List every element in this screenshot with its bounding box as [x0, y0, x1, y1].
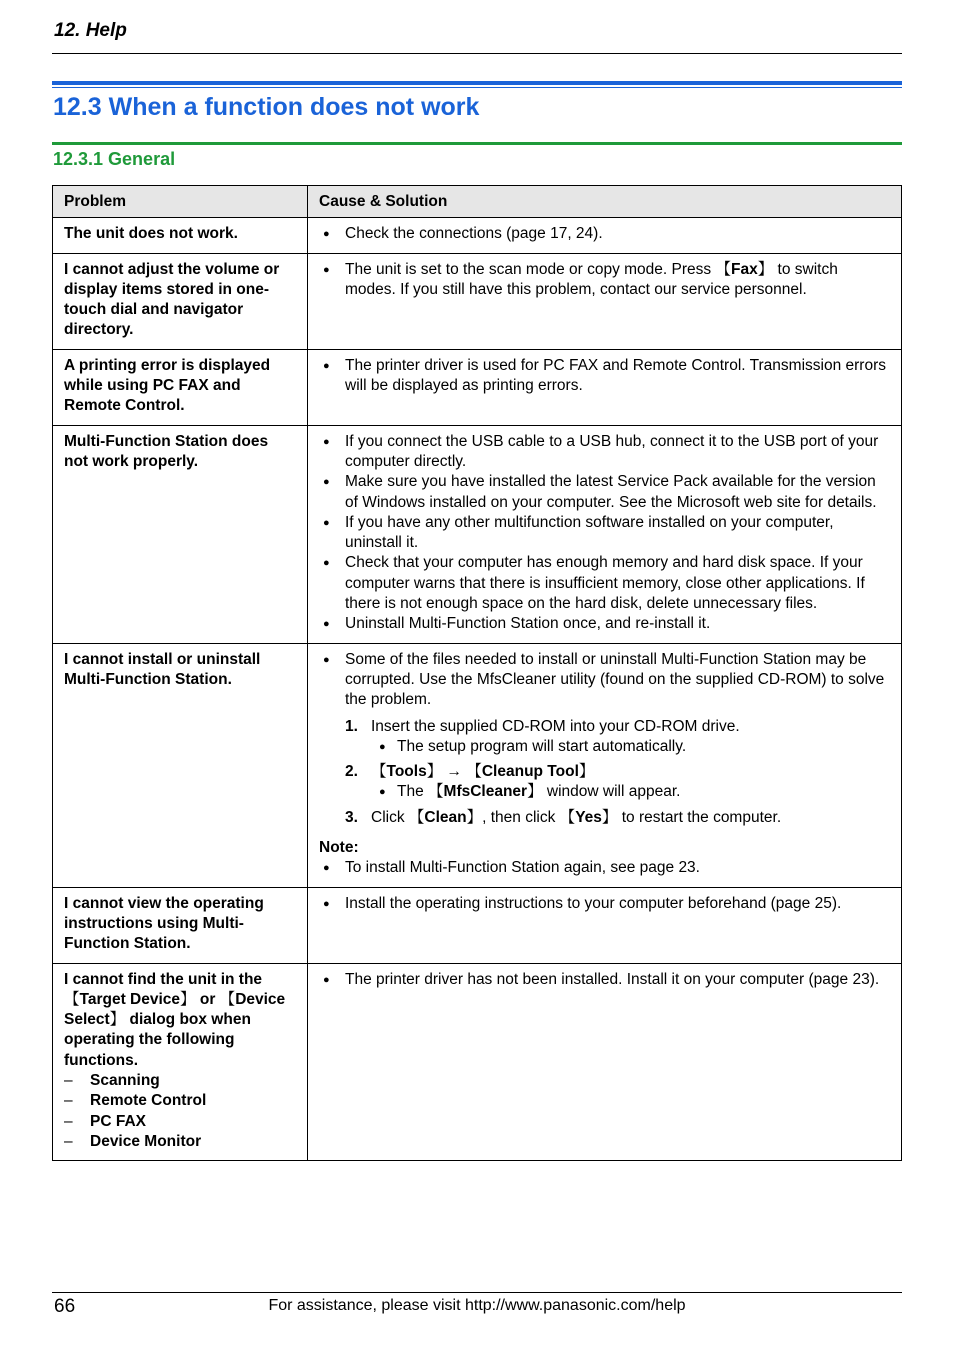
cleanup-tool-key: 【Cleanup Tool】	[466, 763, 595, 781]
solution-cell	[308, 425, 902, 643]
solution-bullet: ● Some of the files needed to install or uninstall Multi-Function Station may be corrupted. Use the MfsCleaner utility (found on the supplied CD-ROM) to solve the problem.	[319, 650, 890, 711]
table-row	[53, 349, 902, 425]
solution-cell	[308, 887, 902, 963]
page-number: 66	[54, 1296, 76, 1317]
header-cause-solution: Cause & Solution	[308, 186, 902, 218]
table-row	[53, 887, 902, 963]
target-device-key: 【Target Device】	[64, 990, 196, 1008]
note-bullet: ● To install Multi-Function Station again, see page 23.	[319, 858, 890, 878]
function-list	[64, 1071, 296, 1152]
solution-bullet: ● The printer driver has not been installed. Install it on your computer (page 23).	[319, 970, 890, 990]
step-list	[319, 717, 890, 828]
table-header-row	[53, 186, 902, 218]
tools-key: 【Tools】	[371, 763, 443, 781]
table-row	[53, 218, 902, 253]
bullet-text: The unit is set to the scan mode or copy mode. Press	[345, 260, 716, 278]
list-item: – Device Monitor	[64, 1132, 296, 1152]
subsection-rule	[52, 142, 902, 145]
solution-bullet: ● Uninstall Multi-Function Station once, and re-install it.	[319, 614, 890, 634]
solution-cell	[308, 963, 902, 1161]
step-number: 3.	[345, 808, 358, 826]
solution-cell	[308, 349, 902, 425]
step-sub-bullet: ● The setup program will start automatically.	[371, 737, 890, 757]
yes-key: 【Yes】	[559, 808, 618, 826]
header-problem: Problem	[53, 186, 308, 218]
problem-cell: I cannot view the operating instructions using Multi-Function Station.	[53, 887, 308, 963]
footer-rule	[52, 1292, 902, 1293]
list-item: – Remote Control	[64, 1091, 296, 1111]
table-row	[53, 963, 902, 1161]
step-number: 1.	[345, 717, 358, 735]
solution-bullet: ● Check that your computer has enough memory and hard disk space. If your computer warns that there is insufficient memory, close other applications. If there is not enough space on the hard disk, delete unnecessary files.	[319, 553, 890, 614]
problem-cell: The unit does not work.	[53, 218, 308, 253]
fax-key: 【Fax】	[715, 260, 774, 278]
step-text: Insert the supplied CD-ROM into your CD-ROM drive.	[371, 717, 740, 735]
solution-bullet	[319, 260, 890, 301]
solution-cell	[308, 218, 902, 253]
header-rule	[52, 53, 902, 54]
problem-cell: Multi-Function Station does not work properly.	[53, 425, 308, 643]
mfscleaner-key: 【MfsCleaner】	[428, 783, 543, 801]
assistance-text: For assistance, please visit http://www.panasonic.com/help	[268, 1297, 686, 1314]
list-item: – PC FAX	[64, 1112, 296, 1132]
solution-bullet: ● The printer driver is used for PC FAX and Remote Control. Transmission errors will be displayed as printing errors.	[319, 356, 890, 397]
device-select-key: 【Device Select】	[64, 990, 286, 1029]
problem-cell: I cannot adjust the volume or display items stored in one-touch dial and navigator directory.	[53, 253, 308, 349]
section-title: 12.3 When a function does not work	[53, 93, 480, 121]
clean-key: 【Clean】	[408, 808, 483, 826]
problem-cell: I cannot install or uninstall Multi-Function Station.	[53, 643, 308, 887]
solution-bullet: ● If you connect the USB cable to a USB hub, connect it to the USB port of your computer directly.	[319, 432, 890, 473]
arrow-icon: →	[446, 763, 463, 781]
solution-cell	[308, 253, 902, 349]
subsection-title: 12.3.1 General	[53, 149, 176, 169]
table-row	[53, 253, 902, 349]
step-item	[319, 762, 890, 803]
troubleshooting-table	[52, 185, 902, 1161]
solution-bullet: ● Check the connections (page 17, 24).	[319, 224, 890, 244]
chapter-title: 12. Help	[54, 20, 127, 41]
table-row	[53, 643, 902, 887]
step-item: 3. Click 【Clean】, then click 【Yes】 to restart the computer.	[319, 808, 890, 828]
solution-bullet: ● Install the operating instructions to your computer beforehand (page 25).	[319, 894, 890, 914]
step-number: 2.	[345, 763, 358, 781]
problem-cell: I cannot find the unit in the 【Target Device】 or 【Device Select】 dialog box when operating the following functions. – Scanning – Remote Control – PC FAX – Device Monitor	[53, 963, 308, 1161]
step-sub-bullet: ● The 【MfsCleaner】 window will appear.	[371, 782, 890, 802]
bullet-text: to switch modes. If you still have this problem, contact our service personnel.	[345, 260, 838, 298]
note-label: Note:	[319, 839, 359, 857]
step-item	[319, 717, 890, 758]
section-rule	[52, 81, 902, 88]
problem-cell: A printing error is displayed while using PC FAX and Remote Control.	[53, 349, 308, 425]
list-item: – Scanning	[64, 1071, 296, 1091]
solution-bullet: ● If you have any other multifunction software installed on your computer, uninstall it.	[319, 513, 890, 554]
solution-bullet: ● Make sure you have installed the latest Service Pack available for the version of Windows installed on your computer. See the Microsoft web site for details.	[319, 472, 890, 513]
solution-cell	[308, 643, 902, 887]
table-row	[53, 425, 902, 643]
